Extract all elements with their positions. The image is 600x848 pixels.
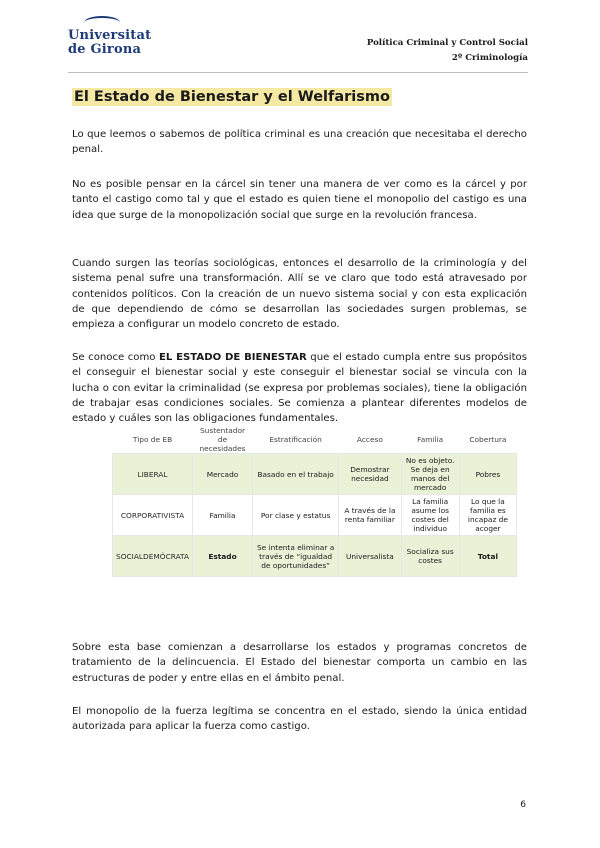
table-cell: A través de la renta familiar (339, 495, 401, 536)
paragraph-4-term: EL ESTADO DE BIENESTAR (158, 352, 307, 363)
paragraph-5: Sobre esta base comienzan a desarrollarse los estados y programas concretos de tratamiento de la delincuencia. El Estado del bienestar comporta un cambio en las estructuras de poder y entre ellas en el ámbito penal. (72, 642, 527, 684)
table-cell: Pobres (459, 454, 516, 495)
paragraph-4 (72, 350, 527, 426)
table-cell: Socializa sus costes (401, 536, 459, 577)
header-cell: Familia (417, 435, 444, 444)
paragraph-4-body: que el estado cumpla entre sus propósitos el conseguir el bienestar social y este conseguir el bienestar social se vincula con la lucha o con evitar la criminalidad (se expresa por problemas sociales), tiene la obligación de trabajar esas condiciones sociales. Se comienza a plantear diferentes modelos de estado y cuáles son las obligaciones fundamentales. (72, 352, 527, 425)
paragraph-1: Lo que leemos o sabemos de política criminal es una creación que necesitaba el derecho penal. (72, 129, 527, 156)
table-cell: Demostrar necesidad (339, 454, 401, 495)
paragraph-6: El monopolio de la fuerza legítima se concentra en el estado, siendo la única entidad autorizada para aplicar la fuerza como castigo. (72, 706, 527, 733)
table-cell: SOCIALDEMÓCRATA (113, 536, 193, 577)
header-cell: Cobertura (469, 435, 507, 444)
header-divider (68, 72, 528, 73)
table-cell: No es objeto. Se deja en manos del mercado (401, 454, 459, 495)
section-heading: El Estado de Bienestar y el Welfarismo (74, 89, 390, 105)
table-cell: Universalista (339, 536, 401, 577)
table-cell: Lo que la familia es incapaz de acoger (459, 495, 516, 536)
course-header (367, 36, 528, 66)
table-cell: CORPORATIVISTA (113, 495, 193, 536)
table-cell: Mercado (193, 454, 253, 495)
header-cell: Tipo de EB (132, 435, 173, 444)
table-cell: LIBERAL (113, 454, 193, 495)
page-number: 6 (520, 800, 526, 810)
table-cell: Total (459, 536, 516, 577)
university-logo (68, 16, 151, 57)
table-cell: Familia (193, 495, 253, 536)
header-cell: Sustentador de necesidades (199, 426, 246, 453)
table-row (113, 495, 517, 536)
table-row (113, 536, 517, 577)
welfare-state-table (112, 426, 517, 577)
paragraph-4-intro: Se conoce como (72, 352, 159, 363)
table-cell: Se intenta eliminar a través de “igualdad de oportunidades” (252, 536, 338, 577)
course-subtitle: 2º Criminología (451, 53, 528, 63)
table-cell: Basado en el trabajo (252, 454, 338, 495)
table-cell: Estado (193, 536, 253, 577)
paragraph-2: No es posible pensar en la cárcel sin tener una manera de ver como es la cárcel y por tanto el castigo como tal y que el estado es quien tiene el monopolio del castigo es una idea que surge de la monopolización social que surge en la revolución francesa. (72, 179, 527, 221)
table-cell: Por clase y estatus (252, 495, 338, 536)
table-row (113, 454, 517, 495)
logo-line-2: de Girona (68, 42, 142, 57)
table-header-row (113, 426, 517, 454)
header-cell: Acceso (356, 435, 383, 444)
paragraph-3: Cuando surgen las teorías sociológicas, entonces el desarrollo de la criminología y del sistema penal sufre una transformación. Allí se ve claro que todo está atravesado por contenidos políticos. Con la creación de un nuevo sistema social y con esta explicación de que dependiendo de cómo se desarrollan las sociedades surgen problemas, se empieza a configurar un modelo concreto de estado. (72, 258, 527, 331)
logo-line-1: Universitat (68, 28, 152, 43)
course-title: Política Criminal y Control Social (366, 38, 528, 48)
header-cell: Estratificación (269, 435, 322, 444)
table-cell: La familia asume los costes del individuo (401, 495, 459, 536)
